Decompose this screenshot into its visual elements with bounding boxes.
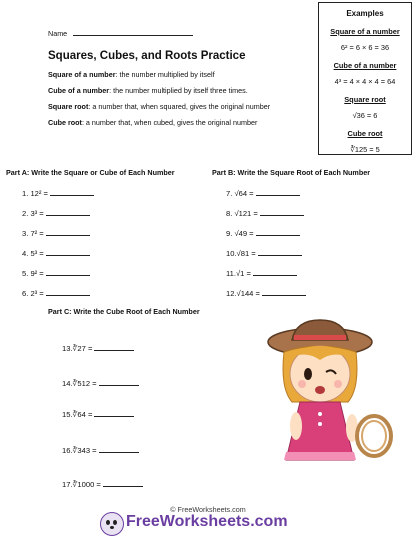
part-c-title: Part C: Write the Cube Root of Each Number [48, 307, 200, 316]
part-b-title: Part B: Write the Square Root of Each Number [212, 168, 371, 177]
examples-box [318, 2, 412, 155]
right-cheek [334, 380, 342, 388]
definitions [48, 70, 310, 128]
answer-blank[interactable] [46, 267, 90, 276]
question-1: 1. 12² = [22, 187, 94, 198]
left-arm [290, 412, 302, 440]
examples-sqrt: √36 = 6 [352, 111, 378, 120]
answer-blank[interactable] [256, 227, 300, 236]
question-5: 5. 9² = [22, 267, 90, 278]
question-2: 2. 3³ = [22, 207, 90, 218]
dress-trim [284, 452, 356, 460]
answer-blank[interactable] [46, 227, 90, 236]
answer-blank[interactable] [258, 247, 302, 256]
answer-blank[interactable] [46, 247, 90, 256]
question-17: 17.∛1000 = [62, 478, 143, 489]
answer-blank[interactable] [50, 187, 94, 196]
question-16: 16.∛343 = [62, 444, 139, 455]
question-9: 9. √49 = [226, 227, 300, 238]
answer-blank[interactable] [94, 342, 134, 351]
question-15: 15.∛64 = [62, 408, 134, 419]
question-13: 13.∛27 = [62, 342, 134, 353]
brand-logo: FreeWorksheets.com [126, 513, 288, 530]
hat-band [294, 335, 346, 340]
examples-cbrt-heading: Cube root [347, 129, 383, 138]
question-7: 7. √64 = [226, 187, 300, 198]
lasso-inner [362, 421, 386, 451]
button [318, 422, 322, 426]
name-label: Name [48, 27, 193, 38]
part-a-title: Part A: Write the Square or Cube of Each Number [6, 168, 175, 177]
question-11: 11.√1 = [226, 267, 297, 278]
answer-blank[interactable] [256, 187, 300, 196]
name-field[interactable] [73, 27, 193, 36]
definition-cube: Cube of a number: the number multiplied by itself three times. [48, 86, 248, 95]
answer-blank[interactable] [99, 444, 139, 453]
question-4: 4. 5³ = [22, 247, 90, 258]
left-eye [304, 368, 312, 380]
answer-blank[interactable] [262, 287, 306, 296]
copyright: © FreeWorksheets.com [170, 505, 246, 514]
answer-blank[interactable] [260, 207, 304, 216]
panda-logo-icon [100, 512, 124, 536]
definition-cube-root: Cube root: a number that, when cubed, gives the original number [48, 118, 258, 127]
examples-square: 6² = 6 × 6 = 36 [340, 43, 390, 52]
examples-sqrt-heading: Square root [344, 95, 386, 104]
mouth [315, 386, 325, 394]
button [318, 412, 322, 416]
question-10: 10.√81 = [226, 247, 302, 258]
examples-cube: 4³ = 4 × 4 × 4 = 64 [334, 77, 396, 86]
examples-title: Examples [346, 9, 384, 18]
examples-cbrt: ∛125 = 5 [350, 145, 380, 154]
answer-blank[interactable] [46, 287, 90, 296]
cowgirl-illustration [262, 318, 400, 468]
page-title: Squares, Cubes, and Roots Practice [48, 50, 246, 62]
question-14: 14.∛512 = [62, 377, 139, 388]
answer-blank[interactable] [253, 267, 297, 276]
answer-blank[interactable] [46, 207, 90, 216]
definition-square: Square of a number: the number multiplied by itself [48, 70, 215, 79]
answer-blank[interactable] [99, 377, 139, 386]
answer-blank[interactable] [103, 478, 143, 487]
question-6: 6. 2³ = [22, 287, 90, 298]
examples-cube-heading: Cube of a number [333, 61, 397, 70]
question-12: 12.√144 = [226, 287, 306, 298]
definition-square-root: Square root: a number that, when squared, gives the original number [48, 102, 271, 111]
answer-blank[interactable] [94, 408, 134, 417]
question-8: 8. √121 = [226, 207, 304, 218]
question-3: 3. 7² = [22, 227, 90, 238]
examples-square-heading: Square of a number [330, 27, 400, 36]
left-cheek [298, 380, 306, 388]
